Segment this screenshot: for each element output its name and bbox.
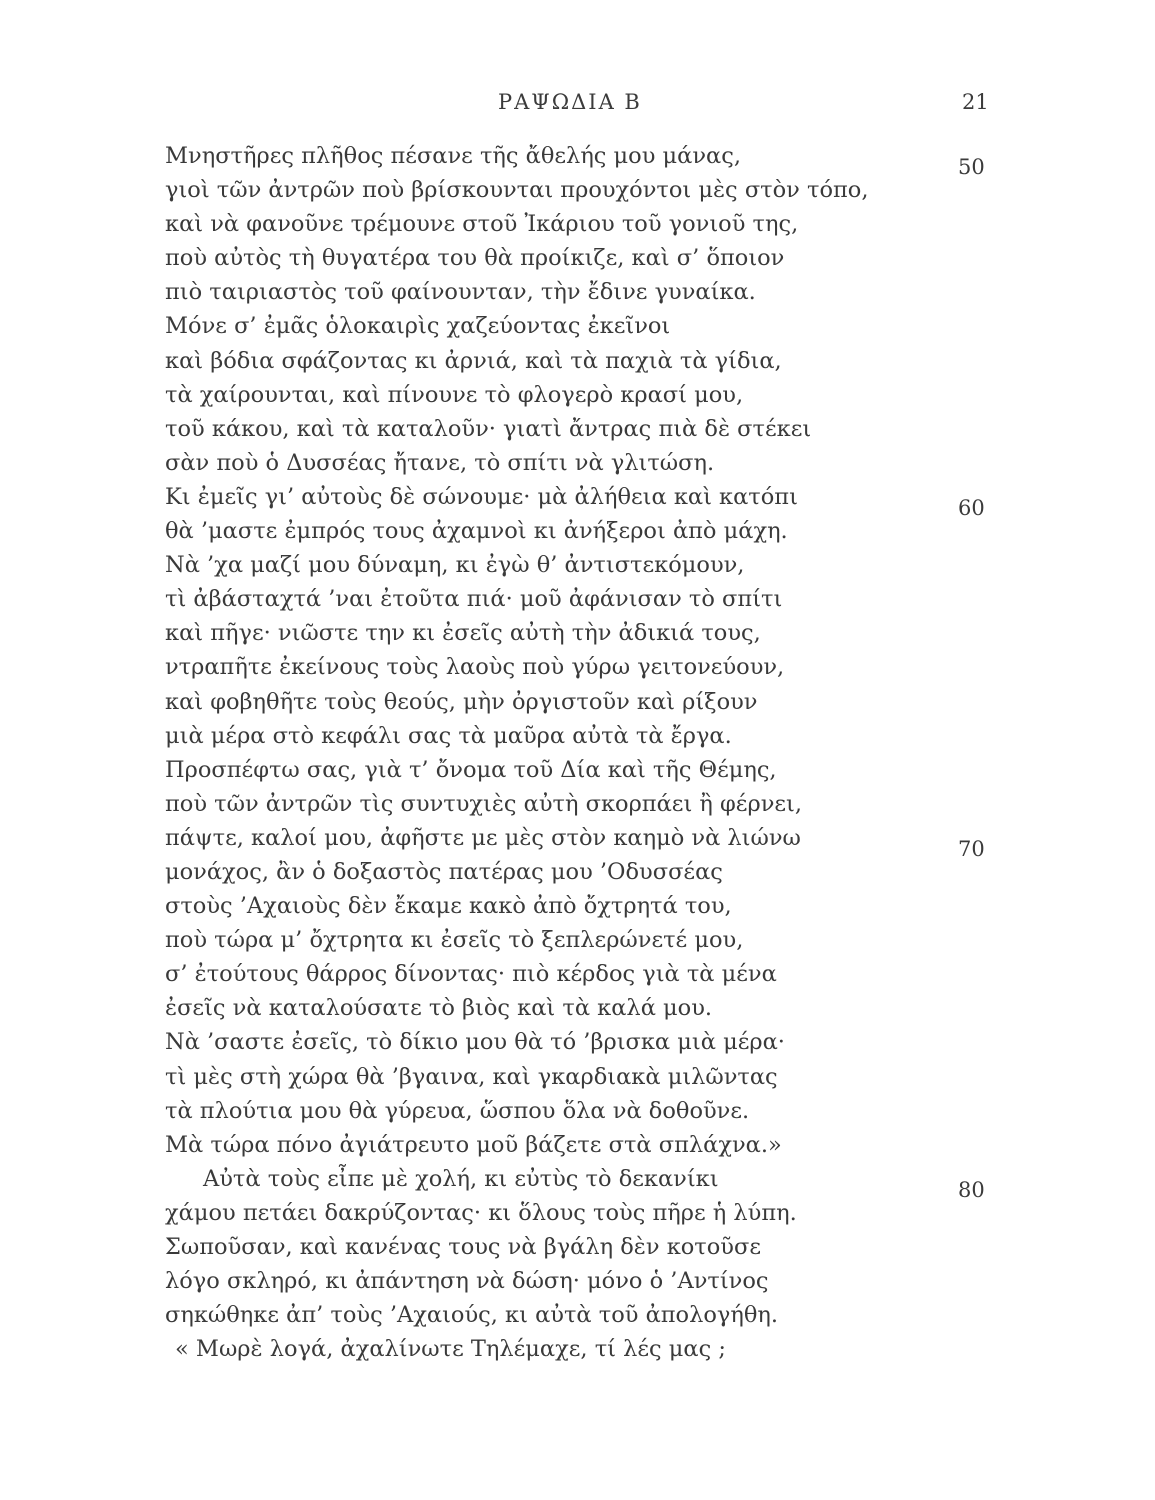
verse-line: σ’ ἐτούτους θάρρος δίνοντας· πιὸ κέρδος γιὰ τὰ μένα xyxy=(165,961,777,988)
verse-line: ποὺ αὐτὸς τὴ θυγατέρα του θὰ προίκιζε, καὶ σ’ ὅποιον xyxy=(165,245,785,272)
verse-text xyxy=(165,139,925,1366)
line-number-60: 60 xyxy=(958,496,985,520)
verse-line: στοὺς ’Αχαιοὺς δὲν ἔκαμε κακὸ ἀπὸ ὄχτρητά του, xyxy=(165,893,732,920)
verse-line: γιοὶ τῶν ἀντρῶν ποὺ βρίσκουνται προυχόντοι μὲς στὸν τόπο, xyxy=(165,177,869,204)
verse-line: τὶ μὲς στὴ χώρα θὰ ’βγαινα, καὶ γκαρδιακὰ μιλῶντας xyxy=(165,1063,778,1090)
verse-line: τοῦ κάκου, καὶ τὰ καταλοῦν· γιατὶ ἄντρας πιὰ δὲ στέκει xyxy=(165,415,812,442)
verse-line: καὶ φοβηθῆτε τοὺς θεούς, μὴν ὀργιστοῦν καὶ ρίξουν xyxy=(165,688,758,715)
verse-line: πιὸ ταιριαστὸς τοῦ φαίνουνταν, τὴν ἔδινε γυναίκα. xyxy=(165,279,756,306)
verse-line: Μόνε σ’ ἐμᾶς ὁλοκαιρὶς χαζεύοντας ἐκεῖνοι xyxy=(165,313,671,340)
verse-line: Νὰ ’χα μαζί μου δύναμη, κι ἐγὼ θ’ ἀντιστεκόμουν, xyxy=(165,552,745,579)
verse-line: Κι ἐμεῖς γι’ αὐτοὺς δὲ σώνουμε· μὰ ἀλήθεια καὶ κατόπι xyxy=(165,483,798,510)
verse-line: καὶ βόδια σφάζοντας κι ἀρνιά, καὶ τὰ παχιὰ τὰ γίδια, xyxy=(165,347,782,374)
verse-line: χάμου πετάει δακρύζοντας· κι ὅλους τοὺς πῆρε ἡ λύπη. xyxy=(165,1199,797,1226)
verse-line: σηκώθηκε ἀπ’ τοὺς ’Αχαιούς, κι αὐτὰ τοῦ ἀπολογήθη. xyxy=(165,1302,779,1329)
verse-line: Σωποῦσαν, καὶ κανένας τους νὰ βγάλη δὲν κοτοῦσε xyxy=(165,1234,761,1260)
page-number: 21 xyxy=(962,90,989,114)
running-head xyxy=(0,90,1155,120)
verse-line: καὶ πῆγε· νιῶστε την κι ἐσεῖς αὐτὴ τὴν ἀδικιά τους, xyxy=(165,620,761,647)
verse-line: Μὰ τώρα πόνο ἀγιάτρευτο μοῦ βάζετε στὰ σπλάχνα.» xyxy=(165,1131,782,1158)
verse-line: ποὺ τῶν ἀντρῶν τὶς συντυχιὲς αὐτὴ σκορπάει ἢ φέρνει, xyxy=(165,790,802,817)
line-number-50: 50 xyxy=(958,155,985,179)
line-number-80: 80 xyxy=(958,1178,985,1202)
verse-line: « Μωρὲ λογά, ἀχαλίνωτε Τηλέμαχε, τί λές μας ; xyxy=(175,1336,726,1363)
verse-line: τὶ ἀβάσταχτά ’ναι ἐτοῦτα πιά· μοῦ ἀφάνισαν τὸ σπίτι xyxy=(165,586,783,613)
verse-line: μιὰ μέρα στὸ κεφάλι σας τὰ μαῦρα αὐτὰ τὰ ἔργα. xyxy=(165,722,732,749)
verse-line: Προσπέφτω σας, γιὰ τ’ ὄνομα τοῦ Δία καὶ τῆς Θέμης, xyxy=(165,756,777,783)
verse-line: τὰ χαίρουνται, καὶ πίνουνε τὸ φλογερὸ κρασί μου, xyxy=(165,381,744,408)
verse-line: μονάχος, ἂν ὁ δοξαστὸς πατέρας μου ’Οδυσσέας xyxy=(165,858,723,885)
verse-line: θὰ ’μαστε ἐμπρός τους ἀχαμνοὶ κι ἀνήξεροι ἀπὸ μάχη. xyxy=(165,518,788,545)
verse-line: ἐσεῖς νὰ καταλούσατε τὸ βιὸς καὶ τὰ καλά μου. xyxy=(165,995,713,1022)
verse-line: Μνηστῆρες πλῆθος πέσανε τῆς ἄθελής μου μάνας, xyxy=(165,143,741,169)
verse-line: ντραπῆτε ἐκείνους τοὺς λαοὺς ποὺ γύρω γειτονεύουν, xyxy=(165,654,785,681)
verse-line: πάψτε, καλοί μου, ἀφῆστε με μὲς στὸν καημὸ νὰ λιώνω xyxy=(165,824,801,851)
verse-line: σὰν ποὺ ὁ Δυσσέας ἤτανε, τὸ σπίτι νὰ γλιτώση. xyxy=(165,449,715,476)
verse-line: λόγο σκληρό, κι ἀπάντηση νὰ δώση· μόνο ὁ ’Αντίνος xyxy=(165,1268,769,1295)
verse-line: Αὐτὰ τοὺς εἶπε μὲ χολή, κι εὐτὺς τὸ δεκανίκι xyxy=(203,1165,719,1192)
running-title: ΡΑΨΩΔΙΑ Β xyxy=(498,90,642,114)
verse-line: καὶ νὰ φανοῦνε τρέμουνε στοῦ Ἰκάριου τοῦ γονιοῦ της, xyxy=(165,211,799,238)
verse-line: Νὰ ’σαστε ἐσεῖς, τὸ δίκιο μου θὰ τό ’βρισκα μιὰ μέρα· xyxy=(165,1029,785,1056)
line-number-70: 70 xyxy=(958,837,985,861)
verse-line: ποὺ τώρα μ’ ὄχτρητα κι ἐσεῖς τὸ ξεπλερώνετέ μου, xyxy=(165,927,744,954)
verse-line: τὰ πλούτια μου θὰ γύρευα, ὥσπου ὅλα νὰ δοθοῦνε. xyxy=(165,1097,750,1124)
